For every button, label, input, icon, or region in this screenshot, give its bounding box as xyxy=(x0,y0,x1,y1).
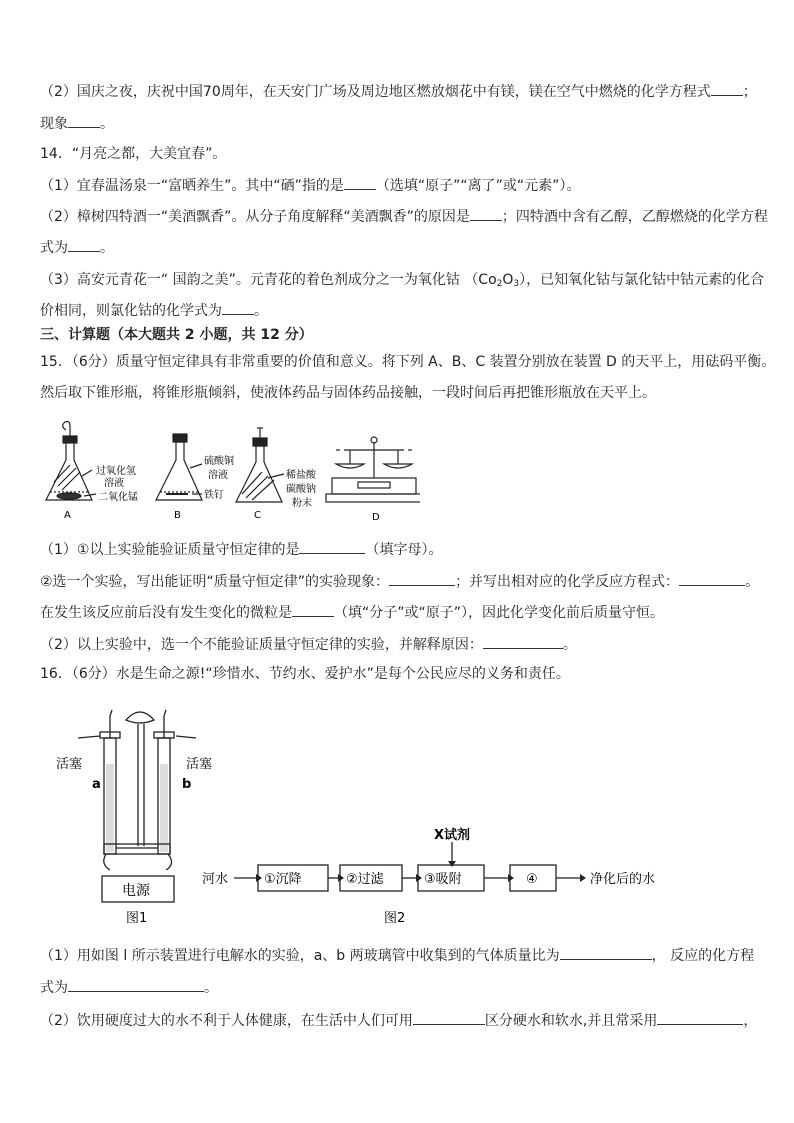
label-iron-nail: 铁钉 xyxy=(204,490,224,501)
answer-blank[interactable] xyxy=(470,206,502,221)
flask-a-label: A xyxy=(64,510,71,521)
q15-part1: （1）①以上实验能验证质量守恒定律的是 （填字母）。 xyxy=(40,539,442,560)
label-x-reagent: X试剂 xyxy=(434,828,471,843)
flask-c-label: C xyxy=(254,510,261,521)
q14-part2-line2: 式为 。 xyxy=(40,237,114,258)
step-settling: ①沉降 xyxy=(264,872,302,887)
answer-blank[interactable] xyxy=(389,571,455,586)
label-manganese-dioxide: 二氧化锰 xyxy=(98,492,138,503)
q16-part1-line1: （1）用如图 l 所示装置进行电解水的实验，a、b 两玻璃管中收集到的气体质量比为 ， 反应的化方程 xyxy=(40,945,754,966)
q15-stem-line2: 然后取下锥形瓶，将锥形瓶倾斜，使液体药品与固体药品接触，一段时间后再把锥形瓶放在天平上。 xyxy=(40,385,656,401)
label-solution-a: 溶液 xyxy=(104,478,124,489)
answer-blank[interactable] xyxy=(679,571,745,586)
answer-blank[interactable] xyxy=(711,81,743,96)
label-purified-water: 净化后的水 xyxy=(590,872,656,887)
label-powder: 粉末 xyxy=(292,498,312,509)
q16-stem: 16．（6分）水是生命之源!“珍惜水、节约水、爱护水”是每个公民应尽的义务和责任。 xyxy=(40,666,570,682)
q14-part3-line1: （3）高安元青花一“ 国韵之美”。元青花的着色剂成分之一为氧化钴 $(Co_2O_3)$，已知氧化钴与氯化钴中钴元素的化合 xyxy=(40,272,765,289)
q14-part3-line2: 价相同，则氯化钴的化学式为 。 xyxy=(40,300,268,321)
answer-blank[interactable] xyxy=(560,945,652,960)
q13-part2-line2: 现象 。 xyxy=(40,113,114,134)
figure2-caption: 图2 xyxy=(384,911,406,926)
label-solution-b: 溶液 xyxy=(208,470,228,481)
q15-part4: （2）以上实验中，选一个不能验证质量守恒定律的实验，并解释原因： 。 xyxy=(40,634,577,655)
label-sodium-carbonate: 碳酸钠 xyxy=(286,484,316,495)
step-filtration: ②过滤 xyxy=(346,872,384,887)
answer-blank[interactable] xyxy=(68,977,204,992)
q13-part2-line1: （2）国庆之夜，庆祝中国70周年，在天安门广场及周边地区燃放烟花中有镁，镁在空气中燃烧的化学方程式 ； xyxy=(40,81,757,102)
answer-blank[interactable] xyxy=(657,1010,743,1025)
q16-figures xyxy=(50,700,670,930)
label-tube-a: a xyxy=(92,777,101,792)
label-dilute-hcl: 稀盐酸 xyxy=(286,470,316,481)
q15-part3: 在发生该反应前后没有发生变化的微粒是 （填“分子”或“原子”），因此化学变化前后质量守恒。 xyxy=(40,602,664,623)
flask-b-label: B xyxy=(174,510,181,521)
q16-part1-line2: 式为 。 xyxy=(40,977,218,998)
q14-stem: 14．“月亮之都，大美宜春”。 xyxy=(40,146,227,162)
label-tube-b: b xyxy=(182,777,192,792)
label-river-water: 河水 xyxy=(202,872,229,887)
q14-part2-line1: （2）樟树四特酒一“美酒飘香”。从分子角度解释“美酒飘香”的原因是 ；四特酒中含有乙醇，乙醇燃烧的化学方程 xyxy=(40,206,768,227)
answer-blank[interactable] xyxy=(222,300,254,315)
q15-part2: ②选一个实验，写出能证明“质量守恒定律”的实验现象： ；并写出相对应的化学反应方程式： 。 xyxy=(40,571,759,592)
label-valve-left: 活塞 xyxy=(56,757,83,772)
label-valve-right: 活塞 xyxy=(186,757,213,772)
step-adsorption: ③吸附 xyxy=(424,872,462,887)
q15-stem-line1: 15．（6分）质量守恒定律具有非常重要的价值和意义。将下列 A、B、C 装置分别放在装置 D 的天平上，用砝码平衡。 xyxy=(40,354,776,370)
section-heading: 三、计算题（本大题共 2 小题，共 12 分） xyxy=(40,327,313,343)
answer-blank[interactable] xyxy=(68,237,100,252)
answer-blank[interactable] xyxy=(292,602,334,617)
answer-blank[interactable] xyxy=(68,113,100,128)
step-four: ④ xyxy=(526,872,538,887)
figure1-caption: 图1 xyxy=(126,911,148,926)
q14-part1: （1）宜春温汤泉一“富晒养生”。其中“硒”指的是 （选填“原子”“离了”或“元素”）。 xyxy=(40,175,580,196)
answer-blank[interactable] xyxy=(344,175,376,190)
label-power-supply: 电源 xyxy=(122,883,150,899)
answer-blank[interactable] xyxy=(299,539,365,554)
answer-blank[interactable] xyxy=(413,1010,485,1025)
q16-part2: （2）饮用硬度过大的水不利于人体健康，在生活中人们可用 区分硬水和软水,并且常采用 ， xyxy=(40,1010,757,1031)
q15-apparatus-figure xyxy=(40,420,420,530)
answer-blank[interactable] xyxy=(483,634,563,649)
label-hydrogen-peroxide: 过氧化氢 xyxy=(96,466,136,477)
balance-d-label: D xyxy=(372,512,380,523)
label-copper-sulfate: 硫酸铜 xyxy=(204,456,234,467)
